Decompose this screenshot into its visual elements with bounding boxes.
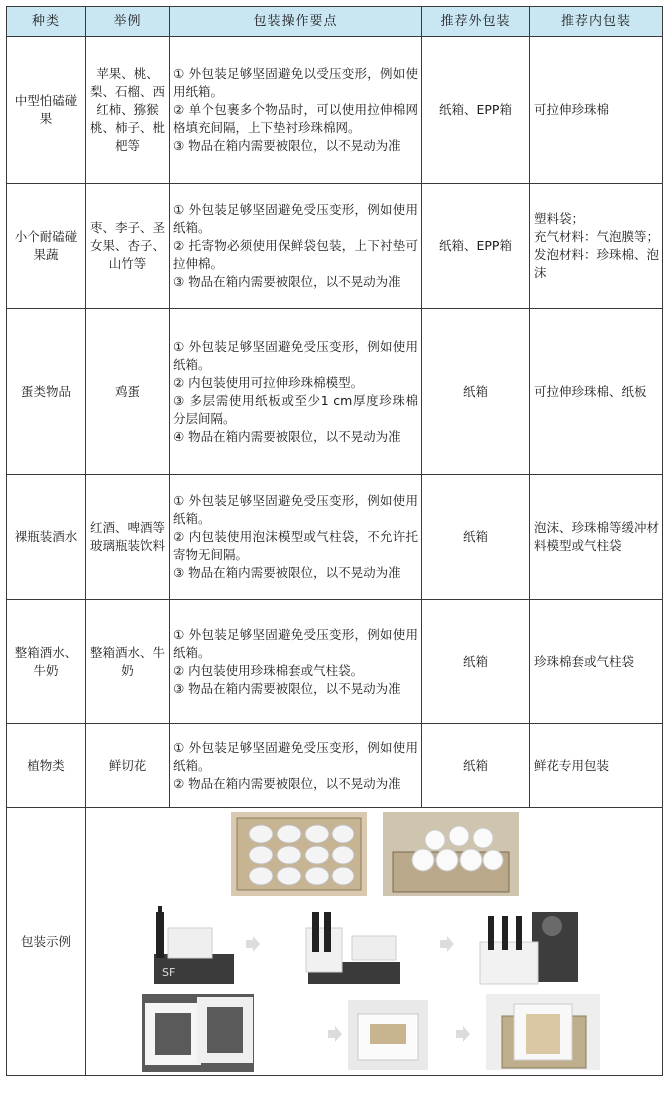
packaging-table — [6, 6, 663, 1076]
ops-line: ③ 物品在箱内需要被限位，以不晃动为准 — [173, 680, 401, 696]
foam-frames-photo — [142, 994, 254, 1072]
ops-cell — [170, 309, 422, 475]
ops-line: ④ 物品在箱内需要被限位，以不晃动为准 — [173, 428, 401, 444]
wine-step3-photo — [474, 902, 582, 988]
foam-net-box-photo — [383, 812, 519, 896]
table-row — [7, 600, 663, 724]
inner-cell: 可拉伸珍珠棉、纸板 — [530, 309, 663, 475]
ops-cell — [170, 724, 422, 808]
inner-line: 充气材料：气泡膜等； — [534, 229, 660, 244]
outer-cell: 纸箱、EPP箱 — [422, 37, 530, 184]
type-cell: 植物类 — [7, 724, 86, 808]
packaging-table-container — [6, 6, 662, 1076]
inner-cell: 泡沫、珍珠棉等缓冲材料模型或气柱袋 — [530, 475, 663, 600]
outer-cell: 纸箱、EPP箱 — [422, 184, 530, 309]
header-outer: 推荐外包装 — [422, 7, 530, 37]
inner-cell: 珍珠棉套或气柱袋 — [530, 600, 663, 724]
inner-line: 塑料袋； — [534, 211, 585, 226]
ops-line: ① 外包装足够坚固避免受压变形，例如使用纸箱。 — [173, 493, 418, 526]
header-example: 举例 — [86, 7, 170, 37]
type-cell: 裸瓶装酒水 — [7, 475, 86, 600]
example-cell: 枣、李子、圣女果、杏子、山竹等 — [86, 184, 170, 309]
ops-line: ① 外包装足够坚固避免受压变形，例如使用纸箱。 — [173, 626, 418, 660]
photo-cell — [86, 808, 663, 1076]
ops-cell — [170, 184, 422, 309]
outer-cell: 纸箱 — [422, 475, 530, 600]
ops-line: ③ 物品在箱内需要被限位，以不晃动为准 — [173, 138, 401, 153]
ops-line: ① 外包装足够坚固避免受压变形，例如使用纸箱。 — [173, 202, 418, 235]
type-cell: 小个耐磕碰果蔬 — [7, 184, 86, 309]
wine-step2-photo — [298, 906, 406, 986]
table-row — [7, 309, 663, 475]
type-cell: 蛋类物品 — [7, 309, 86, 475]
foam-wrapped-bottles-photo — [348, 1000, 428, 1070]
table-row — [7, 808, 663, 1076]
egg-tray-photo — [231, 812, 367, 896]
ops-line: ② 物品在箱内需要被限位，以不晃动为准 — [173, 775, 401, 791]
ops-cell — [170, 475, 422, 600]
arrow-right-icon — [456, 1026, 470, 1042]
ops-line: ② 单个包裹多个物品时，可以使用拉伸棉网格填充间隔，上下垫衬珍珠棉网。 — [173, 102, 418, 135]
wine-step1-photo — [146, 904, 238, 986]
example-cell: 鲜切花 — [86, 724, 170, 808]
ops-line: ③ 多层需使用纸板或至少1 cm厚度珍珠棉分层间隔。 — [173, 392, 418, 426]
sf-logo-text: SF — [162, 966, 176, 979]
ops-line: ② 内包装使用泡沫模型或气柱袋，不允许托寄物无间隔。 — [173, 529, 418, 562]
ops-line: ② 内包装使用可拉伸珍珠棉模型。 — [173, 374, 364, 390]
example-label-cell: 包装示例 — [7, 808, 86, 1076]
ops-line: ① 外包装足够坚固避免以受压变形，例如使用纸箱。 — [173, 66, 418, 99]
inner-cell: 鲜花专用包装 — [530, 724, 663, 808]
ops-cell — [170, 600, 422, 724]
ops-line: ② 内包装使用珍珠棉套或气柱袋。 — [173, 662, 364, 678]
example-cell: 鸡蛋 — [86, 309, 170, 475]
example-cell: 红酒、啤酒等玻璃瓶装饮料 — [86, 475, 170, 600]
outer-cell: 纸箱 — [422, 724, 530, 808]
ops-line: ③ 物品在箱内需要被限位，以不晃动为准 — [173, 274, 401, 289]
example-cell: 苹果、桃、梨、石榴、西红柿、猕猴桃、柿子、枇杷等 — [86, 37, 170, 184]
example-cell: 整箱酒水、牛奶 — [86, 600, 170, 724]
inner-cell — [530, 184, 663, 309]
ops-line: ③ 物品在箱内需要被限位，以不晃动为准 — [173, 565, 401, 580]
boxed-package-photo — [486, 994, 600, 1070]
ops-cell — [170, 37, 422, 184]
header-row — [7, 7, 663, 37]
type-cell: 中型怕磕碰果 — [7, 37, 86, 184]
inner-cell: 可拉伸珍珠棉 — [530, 37, 663, 184]
table-row — [7, 184, 663, 309]
outer-cell: 纸箱 — [422, 309, 530, 475]
type-cell: 整箱酒水、牛奶 — [7, 600, 86, 724]
header-ops: 包装操作要点 — [170, 7, 422, 37]
arrow-right-icon — [328, 1026, 342, 1042]
header-type: 种类 — [7, 7, 86, 37]
photo-gallery — [86, 808, 662, 1075]
ops-line: ① 外包装足够坚固避免受压变形，例如使用纸箱。 — [173, 338, 418, 372]
header-inner: 推荐内包装 — [530, 7, 663, 37]
table-row — [7, 724, 663, 808]
arrow-right-icon — [246, 936, 260, 952]
ops-line: ① 外包装足够坚固避免受压变形，例如使用纸箱。 — [173, 739, 418, 773]
ops-line: ② 托寄物必须使用保鲜袋包装，上下衬垫可拉伸棉。 — [173, 238, 418, 271]
inner-line: 发泡材料：珍珠棉、泡沫 — [534, 247, 660, 280]
table-row — [7, 37, 663, 184]
table-row — [7, 475, 663, 600]
arrow-right-icon — [440, 936, 454, 952]
outer-cell: 纸箱 — [422, 600, 530, 724]
